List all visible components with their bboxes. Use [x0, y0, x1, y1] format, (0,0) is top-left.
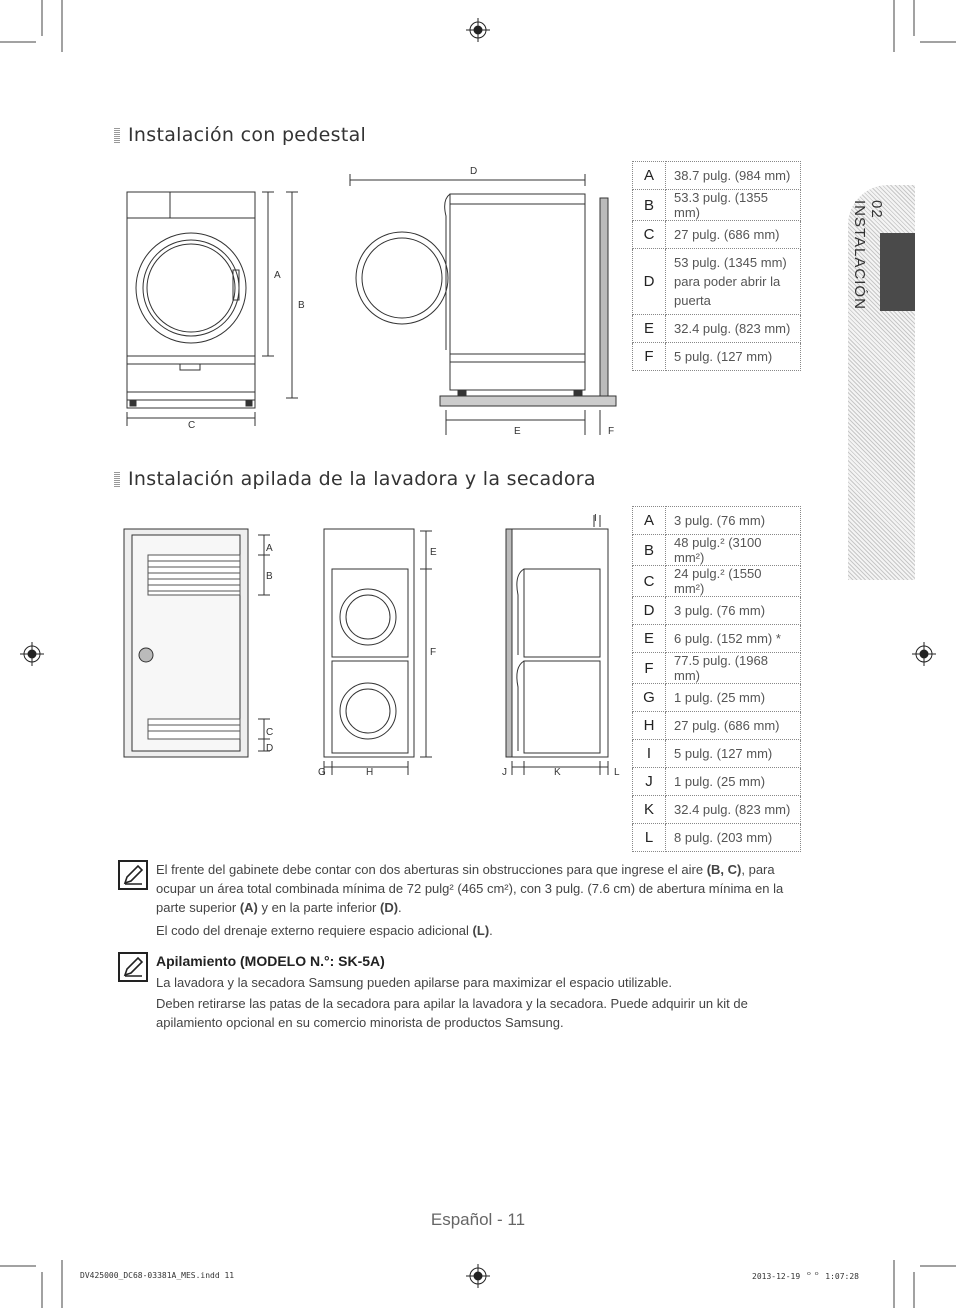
section-title-pedestal — [114, 124, 366, 146]
note-stacking-text1: La lavadora y la secadora Samsung pueden apilarse para maximizar el espacio utilizable. — [156, 975, 672, 990]
table-row: K 32.4 pulg. (823 mm) — [633, 796, 801, 824]
dim-label-d: D — [470, 166, 478, 177]
stack-label-f: F — [430, 647, 437, 658]
dim-label-b: B — [298, 300, 305, 311]
table-row: A 38.7 pulg. (984 mm) — [633, 162, 801, 190]
dim-label-c: C — [188, 420, 196, 431]
chapter-tab-label: 02 INSTALACIÓN — [851, 200, 885, 310]
table-row: C 27 pulg. (686 mm) — [633, 221, 801, 249]
stack-label-k: K — [554, 767, 561, 778]
chapter-tab-marker — [880, 233, 915, 311]
print-date: 2013-12-19 ᄋᄋ 1:07:28 — [752, 1272, 859, 1281]
stack-label-h: H — [366, 767, 374, 778]
table-row: E 32.4 pulg. (823 mm) — [633, 315, 801, 343]
stack-label-e: E — [430, 547, 437, 558]
note-pencil-icon — [118, 952, 148, 982]
stack-label-g: G — [318, 767, 326, 778]
table-row: C 24 pulg.² (1550 mm²) — [633, 566, 801, 597]
stack-label-l: L — [614, 767, 620, 778]
table-row: L 8 pulg. (203 mm) — [633, 824, 801, 852]
section-title-stacked — [114, 468, 596, 490]
note-stacking-text2: Deben retirarse las patas de la secadora para apilar la lavadora y la secadora. Puede adquirir un kit de apilamiento opcional en su comercio minorista de productos Samsung. — [156, 996, 748, 1030]
note-stacking-title: Apilamiento (MODELO N.°: SK-5A) — [156, 953, 385, 969]
table-row: F 77.5 pulg. (1968 mm) — [633, 653, 801, 684]
page-number: Español - 11 — [430, 1210, 526, 1229]
note-ventilation — [156, 860, 806, 940]
title-bar-icon — [114, 471, 120, 487]
stack-label-d: D — [266, 743, 274, 754]
table-row: D 53 pulg. (1345 mm) para poder abrir la puerta — [633, 249, 801, 315]
table-row: B 48 pulg.² (3100 mm²) — [633, 535, 801, 566]
note-stacking — [156, 952, 806, 1032]
stack-label-c: C — [266, 727, 274, 738]
table-row: I 5 pulg. (127 mm) — [633, 740, 801, 768]
table-row: E 6 pulg. (152 mm) * — [633, 625, 801, 653]
title-bar-icon — [114, 127, 120, 143]
print-file-name: DV425000_DC68-03381A_MES.indd 11 — [80, 1271, 235, 1280]
table-row: H 27 pulg. (686 mm) — [633, 712, 801, 740]
table-row: B 53.3 pulg. (1355 mm) — [633, 190, 801, 221]
pedestal-dimensions-table — [632, 161, 801, 371]
stack-label-i: I — [594, 513, 597, 524]
stack-label-a: A — [266, 543, 273, 554]
pedestal-diagram — [100, 160, 630, 445]
table-row: G 1 pulg. (25 mm) — [633, 684, 801, 712]
stacked-diagram — [118, 505, 633, 780]
note-pencil-icon — [118, 860, 148, 890]
table-row: D 3 pulg. (76 mm) — [633, 597, 801, 625]
stacked-dimensions-table — [632, 506, 801, 852]
table-row: A 3 pulg. (76 mm) — [633, 507, 801, 535]
table-row: J 1 pulg. (25 mm) — [633, 768, 801, 796]
stack-label-j: J — [502, 767, 507, 778]
section-title-stacked-text: Instalación apilada de la lavadora y la secadora — [128, 468, 596, 490]
table-row: F 5 pulg. (127 mm) — [633, 343, 801, 371]
note-ventilation-text: El frente del gabinete debe contar con dos aberturas sin obstrucciones para que ingrese el aire (B, C), para ocupar un área total combinada mínima de 72 pulg² (465 cm²), con 3 pulg. (7.6 cm) de abertura mínima en la parte superior (A) y en la parte inferior (D). — [156, 862, 784, 915]
note-drain-text: El codo del drenaje externo requiere espacio adicional (L). — [156, 923, 493, 938]
section-title-pedestal-text: Instalación con pedestal — [128, 124, 367, 146]
dim-label-a: A — [274, 270, 281, 281]
dim-label-e: E — [514, 426, 521, 437]
dim-label-f: F — [608, 426, 615, 437]
stack-label-b: B — [266, 571, 273, 582]
front-door-outer — [136, 233, 246, 343]
